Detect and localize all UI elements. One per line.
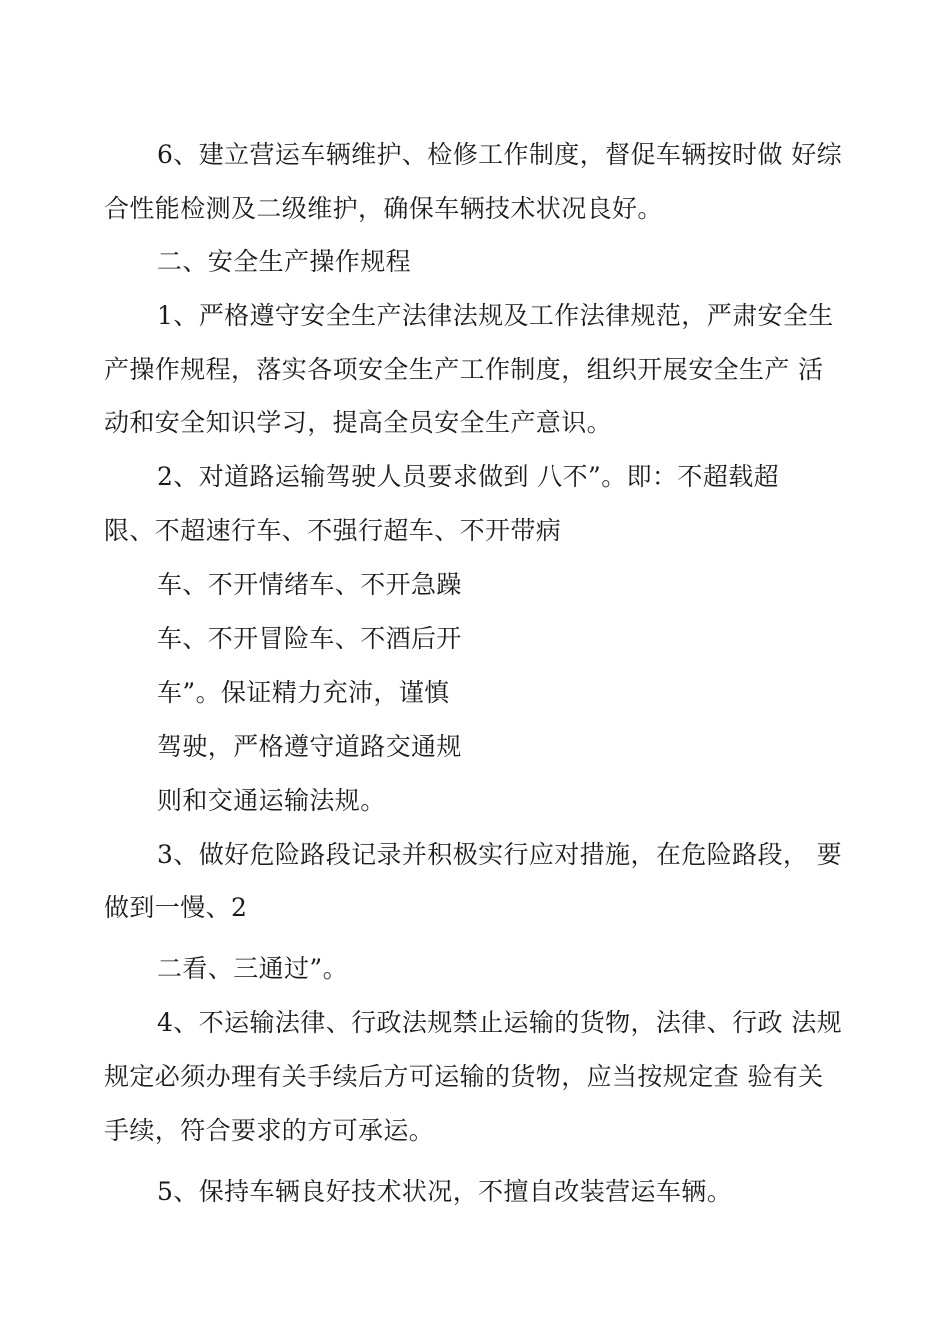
text-line-11: 车”。保证精力充沛，谨慎 — [157, 678, 450, 707]
text-line-4: 1、严格遵守安全生产法律法规及工作法律规范，严肃安全生 — [157, 301, 834, 330]
text-line-13: 则和交通运输法规。 — [157, 786, 386, 815]
text-line-6: 动和安全知识学习，提高全员安全生产意识。 — [104, 408, 613, 437]
text-line-20: 5、保持车辆良好技术状况，不擅自改装营运车辆。 — [157, 1177, 733, 1206]
text-line-5: 产操作规程，落实各项安全生产工作制度，组织开展安全生产 活 — [104, 355, 824, 384]
text-line-17: 4、不运输法律、行政法规禁止运输的货物，法律、行政 法规 — [157, 1008, 843, 1037]
section-heading: 二、安全生产操作规程 — [157, 247, 412, 276]
text-line-8: 限、不超速行车、不强行超车、不开带病 — [104, 516, 562, 545]
text-line-7: 2、对道路运输驾驶人员要求做到 八不”。即：不超载超 — [157, 462, 780, 491]
text-line-19: 手续，符合要求的方可承运。 — [104, 1116, 435, 1145]
text-line-9: 车、不开情绪车、不开急躁 — [157, 570, 462, 599]
text-line-12: 驾驶，严格遵守道路交通规 — [157, 732, 462, 761]
text-line-14: 3、做好危险路段记录并积极实行应对措施，在危险路段， 要 — [157, 840, 843, 869]
text-line-2: 合性能检测及二级维护，确保车辆技术状况良好。 — [104, 194, 663, 223]
text-line-1: 6、建立营运车辆维护、检修工作制度，督促车辆按时做 好综 — [157, 140, 843, 169]
text-line-15: 做到一慢、2 — [104, 893, 248, 922]
text-line-16: 二看、三通过”。 — [157, 954, 348, 983]
text-line-10: 车、不开冒险车、不酒后开 — [157, 624, 462, 653]
text-line-18: 规定必须办理有关手续后方可运输的货物，应当按规定查 验有关 — [104, 1062, 824, 1091]
